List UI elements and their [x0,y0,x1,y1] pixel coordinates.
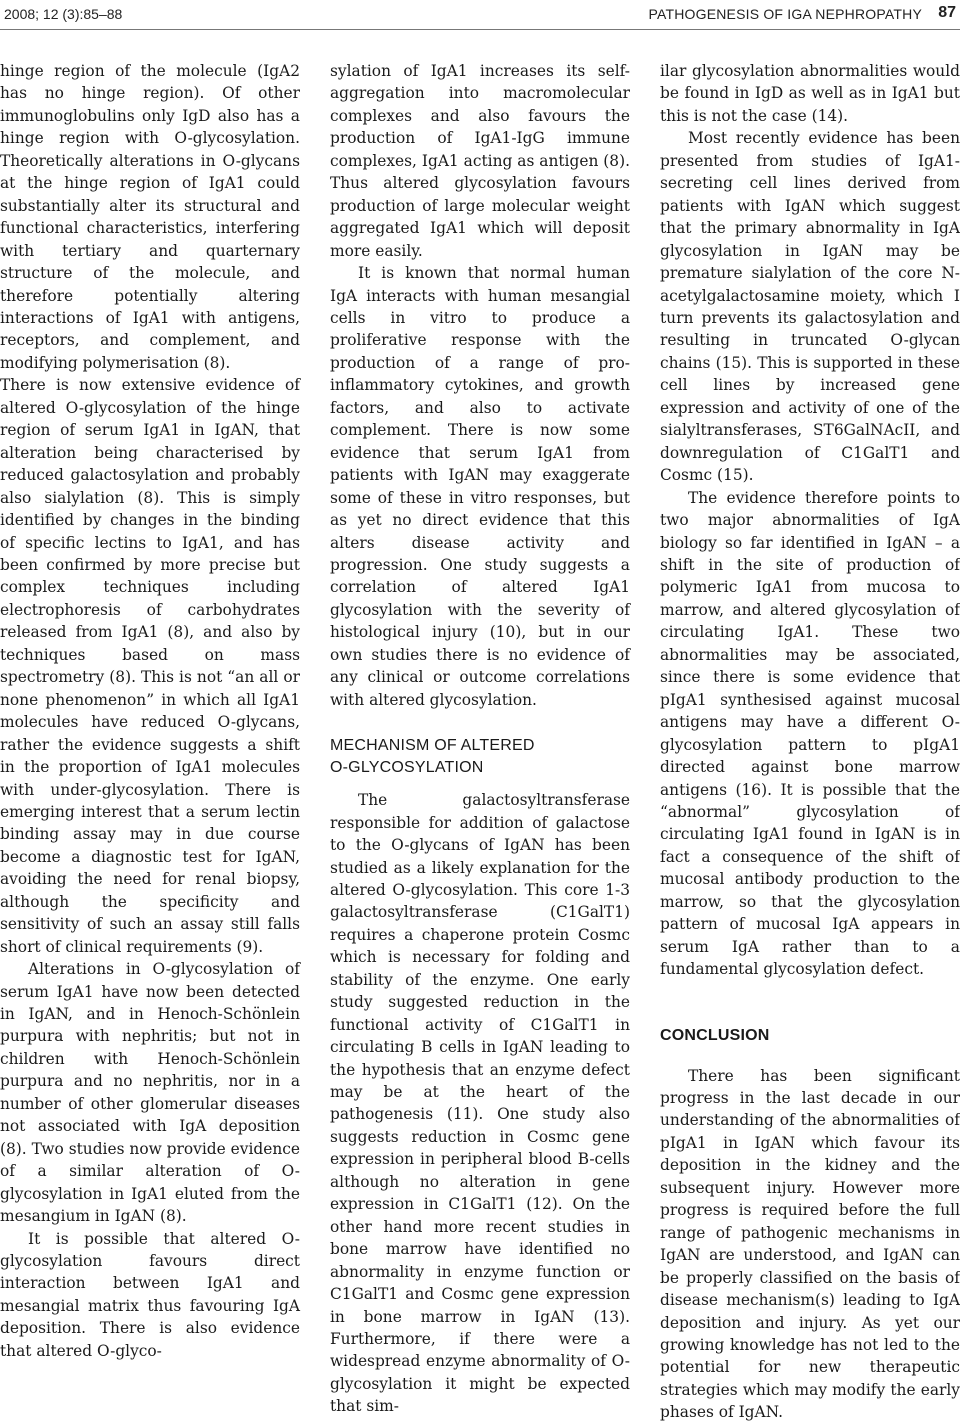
section-heading-conclusion: CONCLUSION [660,1026,770,1044]
text-column-3 [660,60,960,1424]
paragraph: It is possible that altered O-glycosylation favours direct interaction between IgA1 and mesangial matrix thus favouring IgA deposition. There is also evidence that altered O-glyco- [0,1229,300,1360]
running-header [0,0,960,30]
paragraph: There has been significant progress in the last decade in our understanding of the abnormalities of pIgA1 in IgAN which favour its deposition in the kidney and the subsequent injury. However more progress is required before the full range of pathogenic mechanisms in IgAN are understood, and IgAN can be properly classified on the basis of disease mechanism(s) leading to IgA deposition and injury. As yet our growing knowledge has not led to the potential for new therapeutic strategies which may modify the early phases of IgAN. [660,1066,960,1422]
header-divider [0,29,960,30]
paragraph: Alterations in O-glycosylation of serum IgA1 have now been detected in IgAN, and in Henoch-Schönlein purpura with nephritis; but not in children with Henoch-Schönlein purpura and no nephritis, nor in a number of other glomerular diseases not associated with IgA deposition (8). Two studies now provide evidence of a similar alteration of O-glycosylation in IgA1 eluted from the mesangium in IgAN (8). [0,960,300,1226]
paragraph: Most recently evidence has been presented from studies of IgA1-secreting cell lines derived from patients with IgAN which suggest that the primary abnormality in IgA glycosylation in IgAN may be premature sialylation of the core N-acetylgalactosamine moiety, which I turn prevents its galactosylation and resulting in truncated O-glycan chains (15). This is supported in these cell lines by increased gene expression and activity of one of the sialyltransferases, ST6GalNAcII, and downregulation of C1GalT1 and Cosmc (15). [660,129,960,485]
paragraph: The galactosyltransferase responsible for addition of galactose to the O-glycans of IgAN has been studied as a likely explanation for the altered O-glycosylation. This core 1-3 galactosyltransferase (C1GalT1) requires a chaperone protein Cosmc which is necessary for folding and stability of the enzyme. One early study suggested reduction in the functional activity of C1GalT1 in circulating B cells in IgAN leading to the hypothesis that an enzyme defect may be at the heart of the pathogenesis (11). One study also suggests reduction in Cosmc gene expression in peripheral blood B-cells although no alteration in gene expression in C1GalT1 (12). On the other hand more recent studies in bone marrow have identified no abnormality in enzyme function or C1GalT1 and Cosmc gene expression in bone marrow in IgAN (13). Furthermore, if there were a widespread enzyme abnormality of O-glycosylation it might be expected that sim- [330,791,630,1416]
paragraph: hinge region of the molecule (IgA2 has no hinge region). Of other immunoglobulins only IgD also has a hinge region with O-glycosylation. Theoretically alterations in O-glycans at the hinge region of IgA1 could substantially alter its structural and functional characteristics, interfering with tertiary and quarternary structure of the molecule, and therefore potentially altering interactions of IgA1 with antigens, receptors, and complement, and modifying polymerisation (8). [0,62,300,372]
page-number: 87 [938,4,956,21]
running-title: PATHOGENESIS OF IGA NEPHROPATHY [648,6,922,22]
section-heading-mechanism [330,735,630,779]
paragraph: It is known that normal human IgA interacts with human mesangial cells in vitro to produce a proliferative response with the production of a range of pro-inflammatory cytokines, and growth factors, and also to activate complement. There is now some evidence that serum IgA1 from patients with IgAN may exaggerate some of these in vitro responses, but as yet no direct evidence that this alters disease activity and progression. One study suggests a correlation of altered IgA1 glycosylation with the severity of histological injury (10), but in our own studies there is no evidence of any clinical or outcome correlations with altered glycosylation. [330,264,630,709]
section-heading-line: MECHANISM OF ALTERED [330,737,535,755]
paragraph: The evidence therefore points to two major abnormalities of IgA biology so far identified in IgAN – a shift in the site of production of polymeric IgA1 from mucosa to marrow, and altered glycosylation of circulating IgA1. These two abnormalities may be associated, since there is some evidence that pIgA1 synthesised against mucosal antigens may have a different O-glycosylation pattern to pIgA1 directed against bone marrow antigens (16). It is possible that the “abnormal” glycosylation of circulating IgA1 found in IgAN is in fact a consequence of the shift of mucosal antibody production to the marrow, so that the glycosylation pattern of mucosal IgA appears in serum IgA rather than to a fundamental glycosylation defect. [660,488,960,979]
paragraph: There is now extensive evidence of altered O-glycosylation of the hinge region of serum IgA1 in IgAN, that alteration being characterised by reduced galactosylation and probably also sialylation (8). This is simply identified by changes in the binding of specific lectins to IgA1, and has been confirmed by more precise but complex techniques including electrophoresis of carbohydrates released from IgA1 (8), and also by techniques based on mass spectrometry (8). This is not “an all or none phenomenon” in which all IgA1 molecules have reduced O-glycans, rather the evidence suggests a shift in the proportion of IgA1 molecules with under-glycosylation. There is emerging interest that a serum lectin binding assay may in due course become a diagnostic test for IgAN, avoiding the need for renal biopsy, although the specificity and sensitivity of such an assay still falls short of clinical requirements (9). [0,376,300,956]
paragraph: sylation of IgA1 increases its self-aggregation into macromolecular complexes and also favours the production of IgA1-IgG immune complexes, IgA1 acting as antigen (8). Thus altered glycosylation favours production of large molecular weight aggregated IgA1 which will deposit more easily. [330,62,630,260]
paragraph: ilar glycosylation abnormalities would be found in IgD as well as in IgA1 but this is not the case (14). [660,62,960,125]
journal-reference: 2008; 12 (3):85–88 [4,6,123,22]
section-heading-line: O-GLYCOSYLATION [330,759,484,777]
text-column-1 [0,60,300,1362]
text-column-2 [330,60,630,1418]
